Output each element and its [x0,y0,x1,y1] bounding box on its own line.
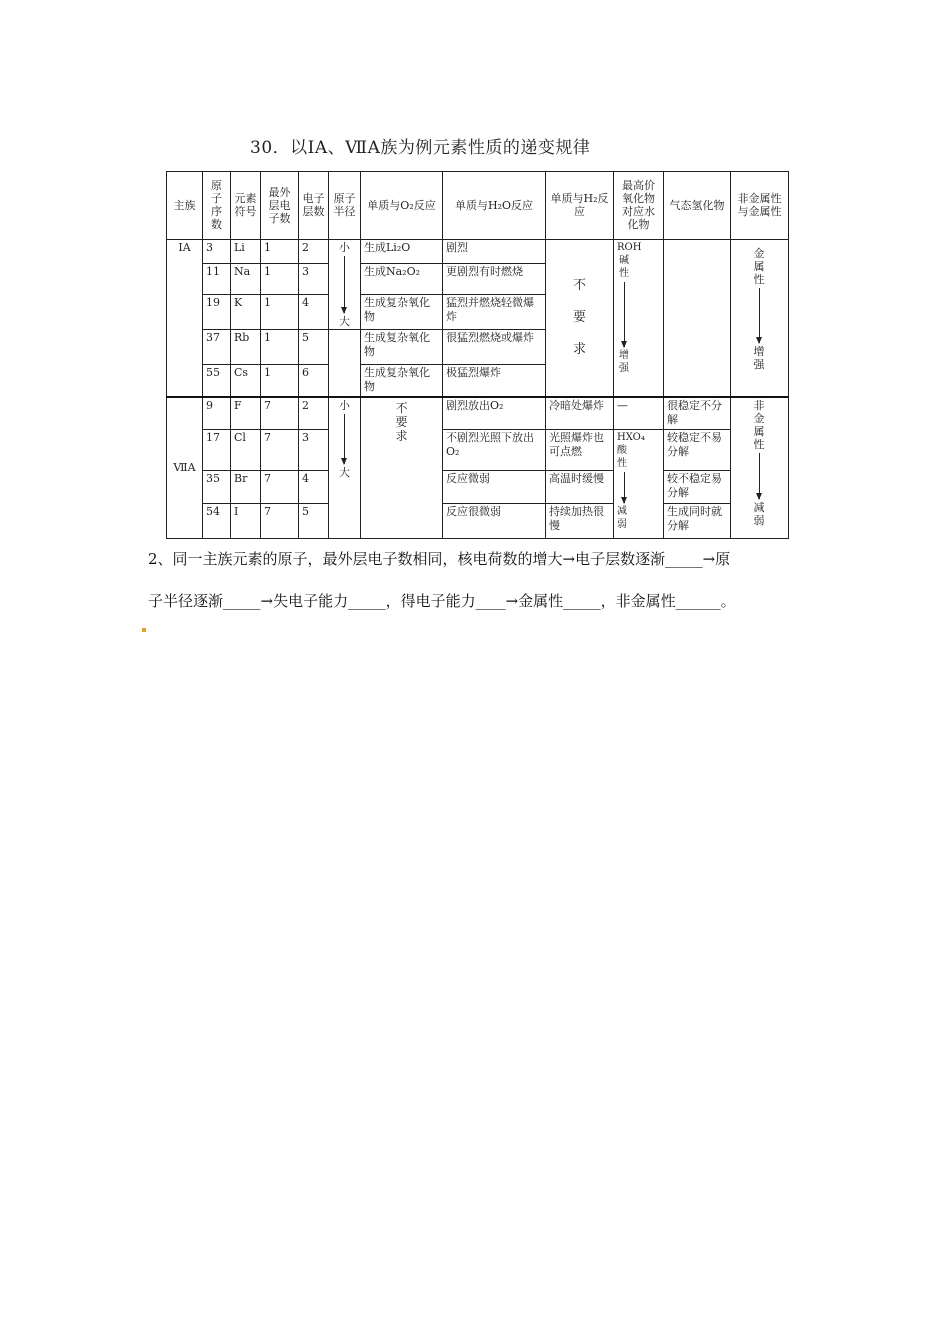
table-row [167,471,789,504]
atomic-number: 19 [203,295,231,330]
h2-reaction: 持续加热很慢 [546,504,614,539]
header-radius: 原子半径 [329,172,361,240]
group-7a-o2-note: 不 要 求 [361,397,443,539]
outer-electrons: 7 [261,397,299,430]
down-arrow-icon [759,288,760,343]
question-paragraph-line-1: 2、同一主族元素的原子，最外层电子数相同，核电荷数的增大→电子层数逐渐_____→原 [148,550,731,568]
shell-count: 5 [299,504,329,539]
h2o-reaction: 剧烈放出O₂ [443,397,546,430]
element-symbol: K [231,295,261,330]
shell-count: 4 [299,471,329,504]
group-1a-h2-note: 不 要 求 [546,239,614,397]
header-shells: 电子层数 [299,172,329,240]
header-group: 主族 [167,172,203,240]
acid-first: — [614,397,664,430]
table-row [167,239,789,264]
outer-electrons: 1 [261,295,299,330]
o2-reaction: 生成复杂氧化物 [361,329,443,364]
header-hydroxide: 最高价氧化物对应水化物 [614,172,664,240]
group-7a-nonmetallicity: 非金属性 减弱 [731,397,789,539]
header-row [167,172,789,240]
atomic-number: 11 [203,264,231,295]
hydride-stability: 较不稳定易分解 [664,471,731,504]
h2o-reaction: 不剧烈光照下放出O₂ [443,430,546,471]
h2o-reaction: 极猛烈爆炸 [443,364,546,397]
radius-blank [329,329,361,397]
header-h2o-reaction: 单质与H₂O反应 [443,172,546,240]
atomic-number: 35 [203,471,231,504]
table-row [167,504,789,539]
group-7a-radius-trend: 小 大 [329,397,361,539]
down-arrow-icon [344,256,345,313]
element-symbol: Rb [231,329,261,364]
hydride-stability: 生成同时就分解 [664,504,731,539]
h2o-reaction: 反应微弱 [443,471,546,504]
outer-electrons: 7 [261,471,299,504]
down-arrow-icon [759,453,760,499]
element-symbol: Li [231,239,261,264]
group-1a-hydride [664,239,731,397]
o2-reaction: 生成Li₂O [361,239,443,264]
element-properties-table [166,171,789,539]
group-7a-acid: HXO₄ 酸性 减弱 [614,430,664,539]
outer-electrons: 7 [261,504,299,539]
element-symbol: Cl [231,430,261,471]
table-title: 30．以ⅠA、ⅦA族为例元素性质的递变规律 [250,138,591,158]
header-symbol: 元素符号 [231,172,261,240]
down-arrow-icon [344,414,345,464]
shell-count: 2 [299,239,329,264]
atomic-number: 9 [203,397,231,430]
shell-count: 5 [299,329,329,364]
o2-reaction: 生成Na₂O₂ [361,264,443,295]
h2o-reaction: 猛烈并燃烧轻微爆炸 [443,295,546,330]
element-symbol: Na [231,264,261,295]
header-hydride: 气态氢化物 [664,172,731,240]
group-1a-label: ⅠA [167,239,203,397]
header-atomic-number: 原子序数 [203,172,231,240]
shell-count: 3 [299,430,329,471]
group-7a-label: ⅦA [167,397,203,539]
element-symbol: Br [231,471,261,504]
table-row [167,430,789,471]
group-1a-metallicity: 金属性 增强 [731,239,789,397]
header-o2-reaction: 单质与O₂反应 [361,172,443,240]
hydride-stability: 较稳定不易分解 [664,430,731,471]
down-arrow-icon [624,472,625,503]
header-metallicity: 非金属性与金属性 [731,172,789,240]
o2-reaction: 生成复杂氧化物 [361,364,443,397]
atomic-number: 54 [203,504,231,539]
atomic-number: 55 [203,364,231,397]
outer-electrons: 1 [261,329,299,364]
atomic-number: 17 [203,430,231,471]
element-symbol: Cs [231,364,261,397]
atomic-number: 3 [203,239,231,264]
atomic-number: 37 [203,329,231,364]
o2-reaction: 生成复杂氧化物 [361,295,443,330]
outer-electrons: 1 [261,364,299,397]
down-arrow-icon [624,282,625,347]
h2-reaction: 高温时缓慢 [546,471,614,504]
h2o-reaction: 更剧烈有时燃烧 [443,264,546,295]
table-row [167,397,789,430]
outer-electrons: 7 [261,430,299,471]
outer-electrons: 1 [261,264,299,295]
shell-count: 4 [299,295,329,330]
group-1a-radius-trend: 小 大 [329,239,361,329]
h2-reaction: 光照爆炸也可点燃 [546,430,614,471]
h2o-reaction: 很猛烈燃烧或爆炸 [443,329,546,364]
shell-count: 3 [299,264,329,295]
shell-count: 2 [299,397,329,430]
element-symbol: I [231,504,261,539]
shell-count: 6 [299,364,329,397]
hydride-stability: 很稳定不分解 [664,397,731,430]
h2o-reaction: 反应很微弱 [443,504,546,539]
element-symbol: F [231,397,261,430]
header-h2-reaction: 单质与H₂反应 [546,172,614,240]
header-outer-electrons: 最外层电子数 [261,172,299,240]
h2o-reaction: 剧烈 [443,239,546,264]
question-paragraph-line-2: 子半径逐渐_____→失电子能力_____，得电子能力____→金属性_____，非金属性______。 [148,592,736,610]
h2-reaction: 冷暗处爆炸 [546,397,614,430]
cursor-marker-icon [142,628,146,632]
outer-electrons: 1 [261,239,299,264]
group-1a-hydroxide: ROH 碱性 增强 [614,239,664,397]
